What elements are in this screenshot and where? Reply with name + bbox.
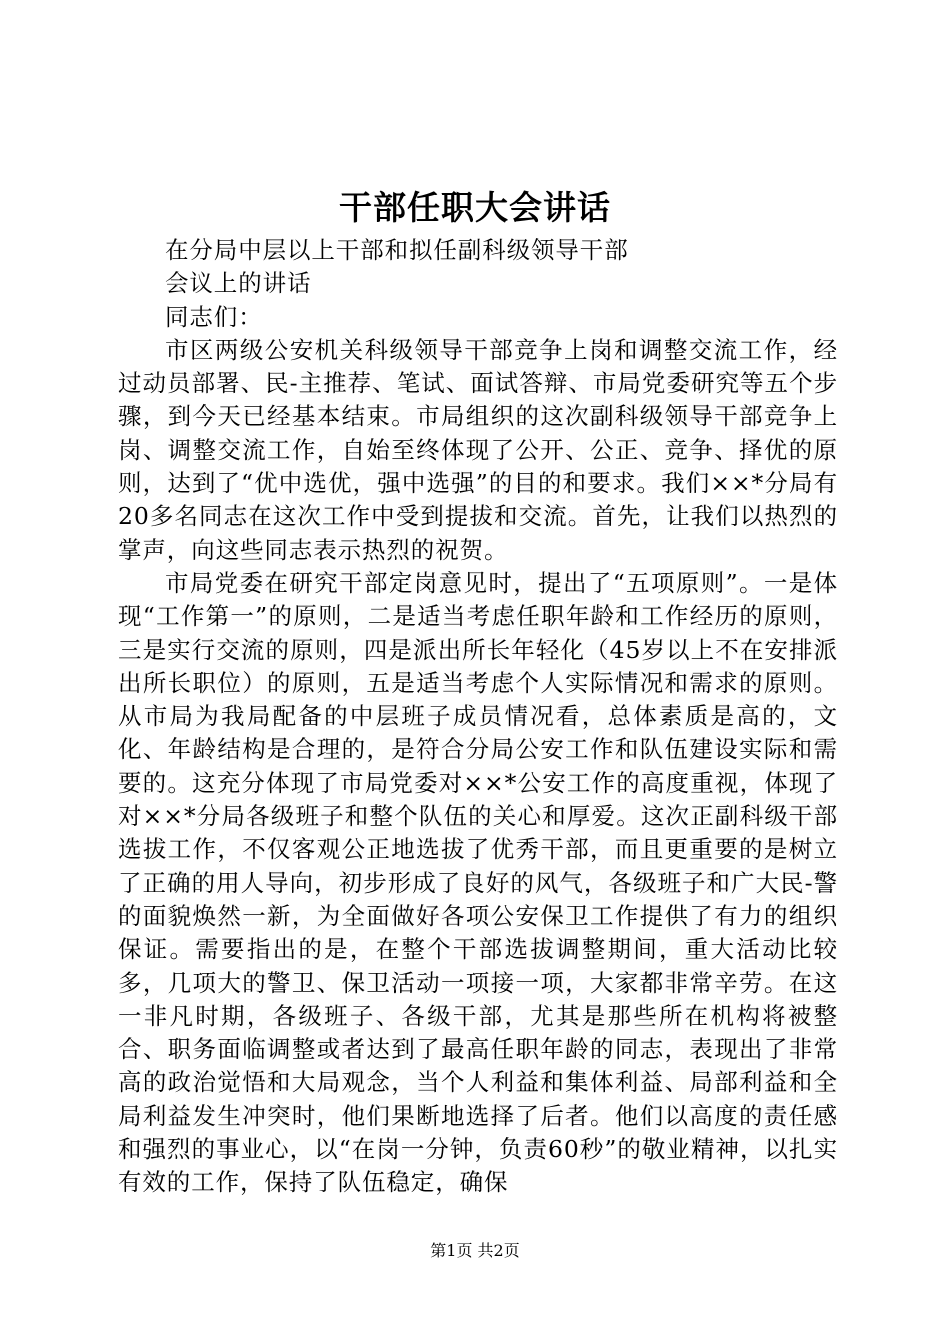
document-body <box>118 234 838 1200</box>
subtitle-line-2: 会议上的讲话 <box>165 269 312 298</box>
paragraph-2: 市局党委在研究干部定岗意见时，提出了“五项原则”。一是体现“工作第一”的原则，二是适当考虑任职年龄和工作经历的原则，三是实行交流的原则，四是派出所长年轻化（45岁以上不在安排派出所长职位）的原则，五是适当考虑个人实际情况和需求的原则。从市局为我局配备的中层班子成员情况看，总体素质是高的，文化、年龄结构是合理的，是符合分局公安工作和队伍建设实际和需要的。这充分体现了市局党委对××*公安工作的高度重视，体现了对××*分局各级班子和整个队伍的关心和厚爱。这次正副科级干部选拔工作，不仅客观公正地选拔了优秀干部，而且更重要的是树立了正确的用人导向，初步形成了良好的风气，各级班子和广大民-警的面貌焕然一新，为全面做好各项公安保卫工作提供了有力的组织保证。需要指出的是，在整个干部选拔调整期间，重大活动比较多，几项大的警卫、保卫活动一项接一项，大家都非常辛劳。在这一非凡时期，各级班子、各级干部，尤其是那些所在机构将被整合、职务面临调整或者达到了最高任职年龄的同志，表现出了非常高的政治觉悟和大局观念，当个人利益和集体利益、局部利益和全局利益发生冲突时，他们果断地选择了后者。他们以高度的责任感和强烈的事业心，以“在岗一分钟，负责60秒”的敬业精神，以扎实有效的工作，保持了队伍稳定，确保 <box>118 568 838 1197</box>
subtitle-line-1: 在分局中层以上干部和拟任副科级领导干部 <box>165 236 629 264</box>
paragraph-1: 市区两级公安机关科级领导干部竞争上岗和调整交流工作，经过动员部署、民-主推荐、笔试、面试答辩、市局党委研究等五个步骤，到今天已经基本结束。市局组织的这次副科级领导干部竞争上岗、调整交流工作，自始至终体现了公开、公正、竞争、择优的原则，达到了“优中选优，强中选强”的目的和要求。我们××*分局有20多名同志在这次工作中受到提拔和交流。首先，让我们以热烈的掌声，向这些同志表示热烈的祝贺。 <box>118 335 838 564</box>
document-title: 干部任职大会讲话 <box>339 188 611 227</box>
page-number-footer: 第1页 共2页 <box>430 1241 520 1260</box>
salutation: 同志们： <box>165 302 263 331</box>
